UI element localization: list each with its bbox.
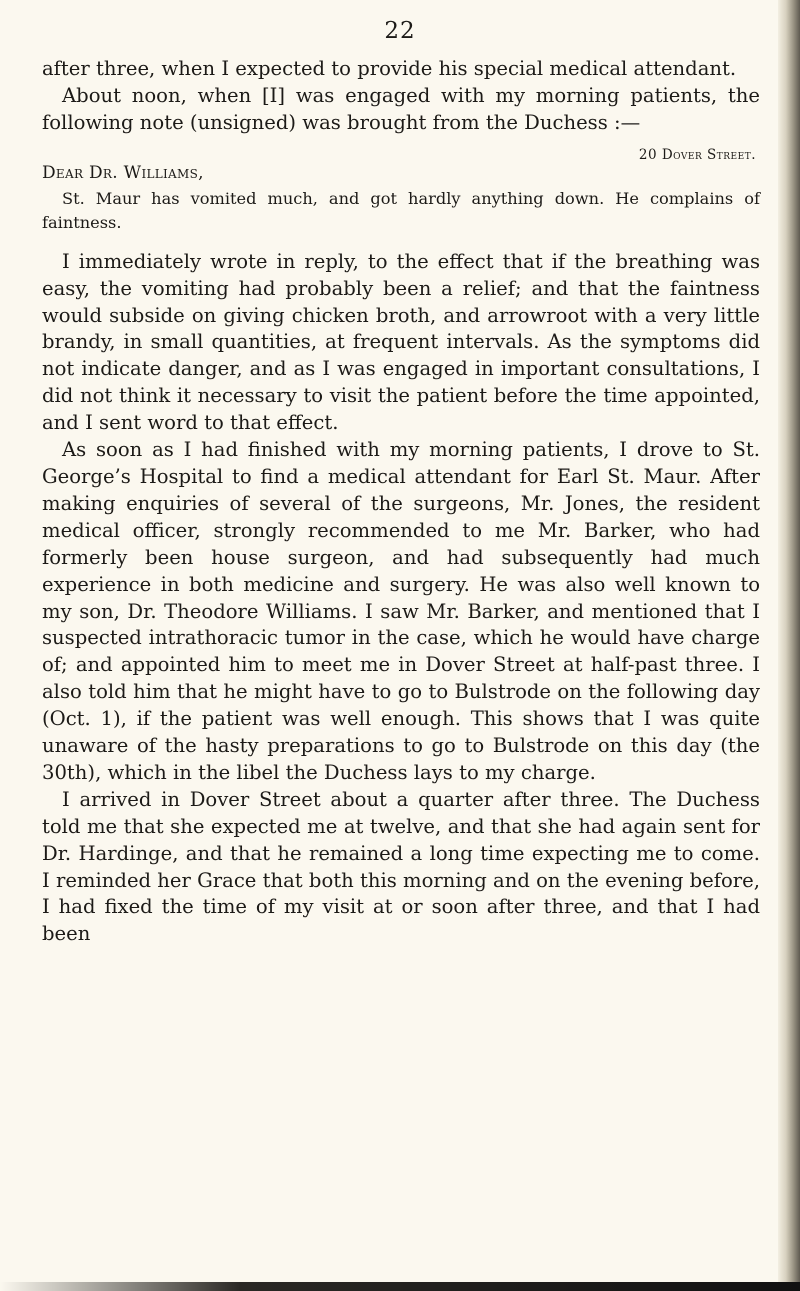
page-edge-shadow <box>778 0 800 1291</box>
paragraph: About noon, when [I] was engaged with my morning patients, the following note (unsigned) was brought from the Duchess :— <box>42 83 760 134</box>
paragraph: As soon as I had finished with my morning patients, I drove to St. George’s Hospital to find a medical attendant for Earl St. Maur. After making enquiries of several of the surgeons, Mr. Jones, the resident medical officer, strongly recommended to me Mr. Barker, who had formerly been house surgeon, and had subsequently had much experience in both medicine and surgery. He was also well known to my son, Dr. Theodore Williams. I saw Mr. Barker, and mentioned that I suspected intrathoracic tumor in the case, which he would have charge of; and appointed him to meet me in Dover Street at half-past three. I also told him that he might have to go to Bulstrode on the following day (Oct. 1), if the patient was well enough. This shows that I was quite unaware of the hasty preparations to go to Bulstrode on this day (the 30th), which in the libel the Duchess lays to my charge. <box>42 438 760 784</box>
bottom-edge <box>0 1282 800 1291</box>
paragraph: after three, when I expected to provide his special medical attendant. <box>42 57 737 80</box>
page-body <box>42 56 760 948</box>
letter-address: 20 Dover Street. <box>638 146 756 163</box>
quoted-note <box>42 147 760 235</box>
paragraph: I immediately wrote in reply, to the effect that if the breathing was easy, the vomiting had probably been a relief; and that the faintness would subside on giving chicken broth, and arrowroot with a very little brandy, in small quantities, at frequent intervals. As the symptoms did not indicate danger, and as I was engaged in important consultations, I did not think it necessary to visit the patient before the time appointed, and I sent word to that effect. <box>42 249 760 435</box>
letter-salutation: Dear Dr. Williams, <box>42 162 204 183</box>
page-number: 22 <box>384 18 416 44</box>
letter-body: St. Maur has vomited much, and got hardly anything down. He complains of faintness. <box>42 188 760 232</box>
paragraph: I arrived in Dover Street about a quarter after three. The Duchess told me that she expected me at twelve, and that she had again sent for Dr. Hardinge, and that he remained a long time expecting me to come. I reminded her Grace that both this morning and on the evening before, I had fixed the time of my visit at or soon after three, and that I had been <box>42 787 760 946</box>
